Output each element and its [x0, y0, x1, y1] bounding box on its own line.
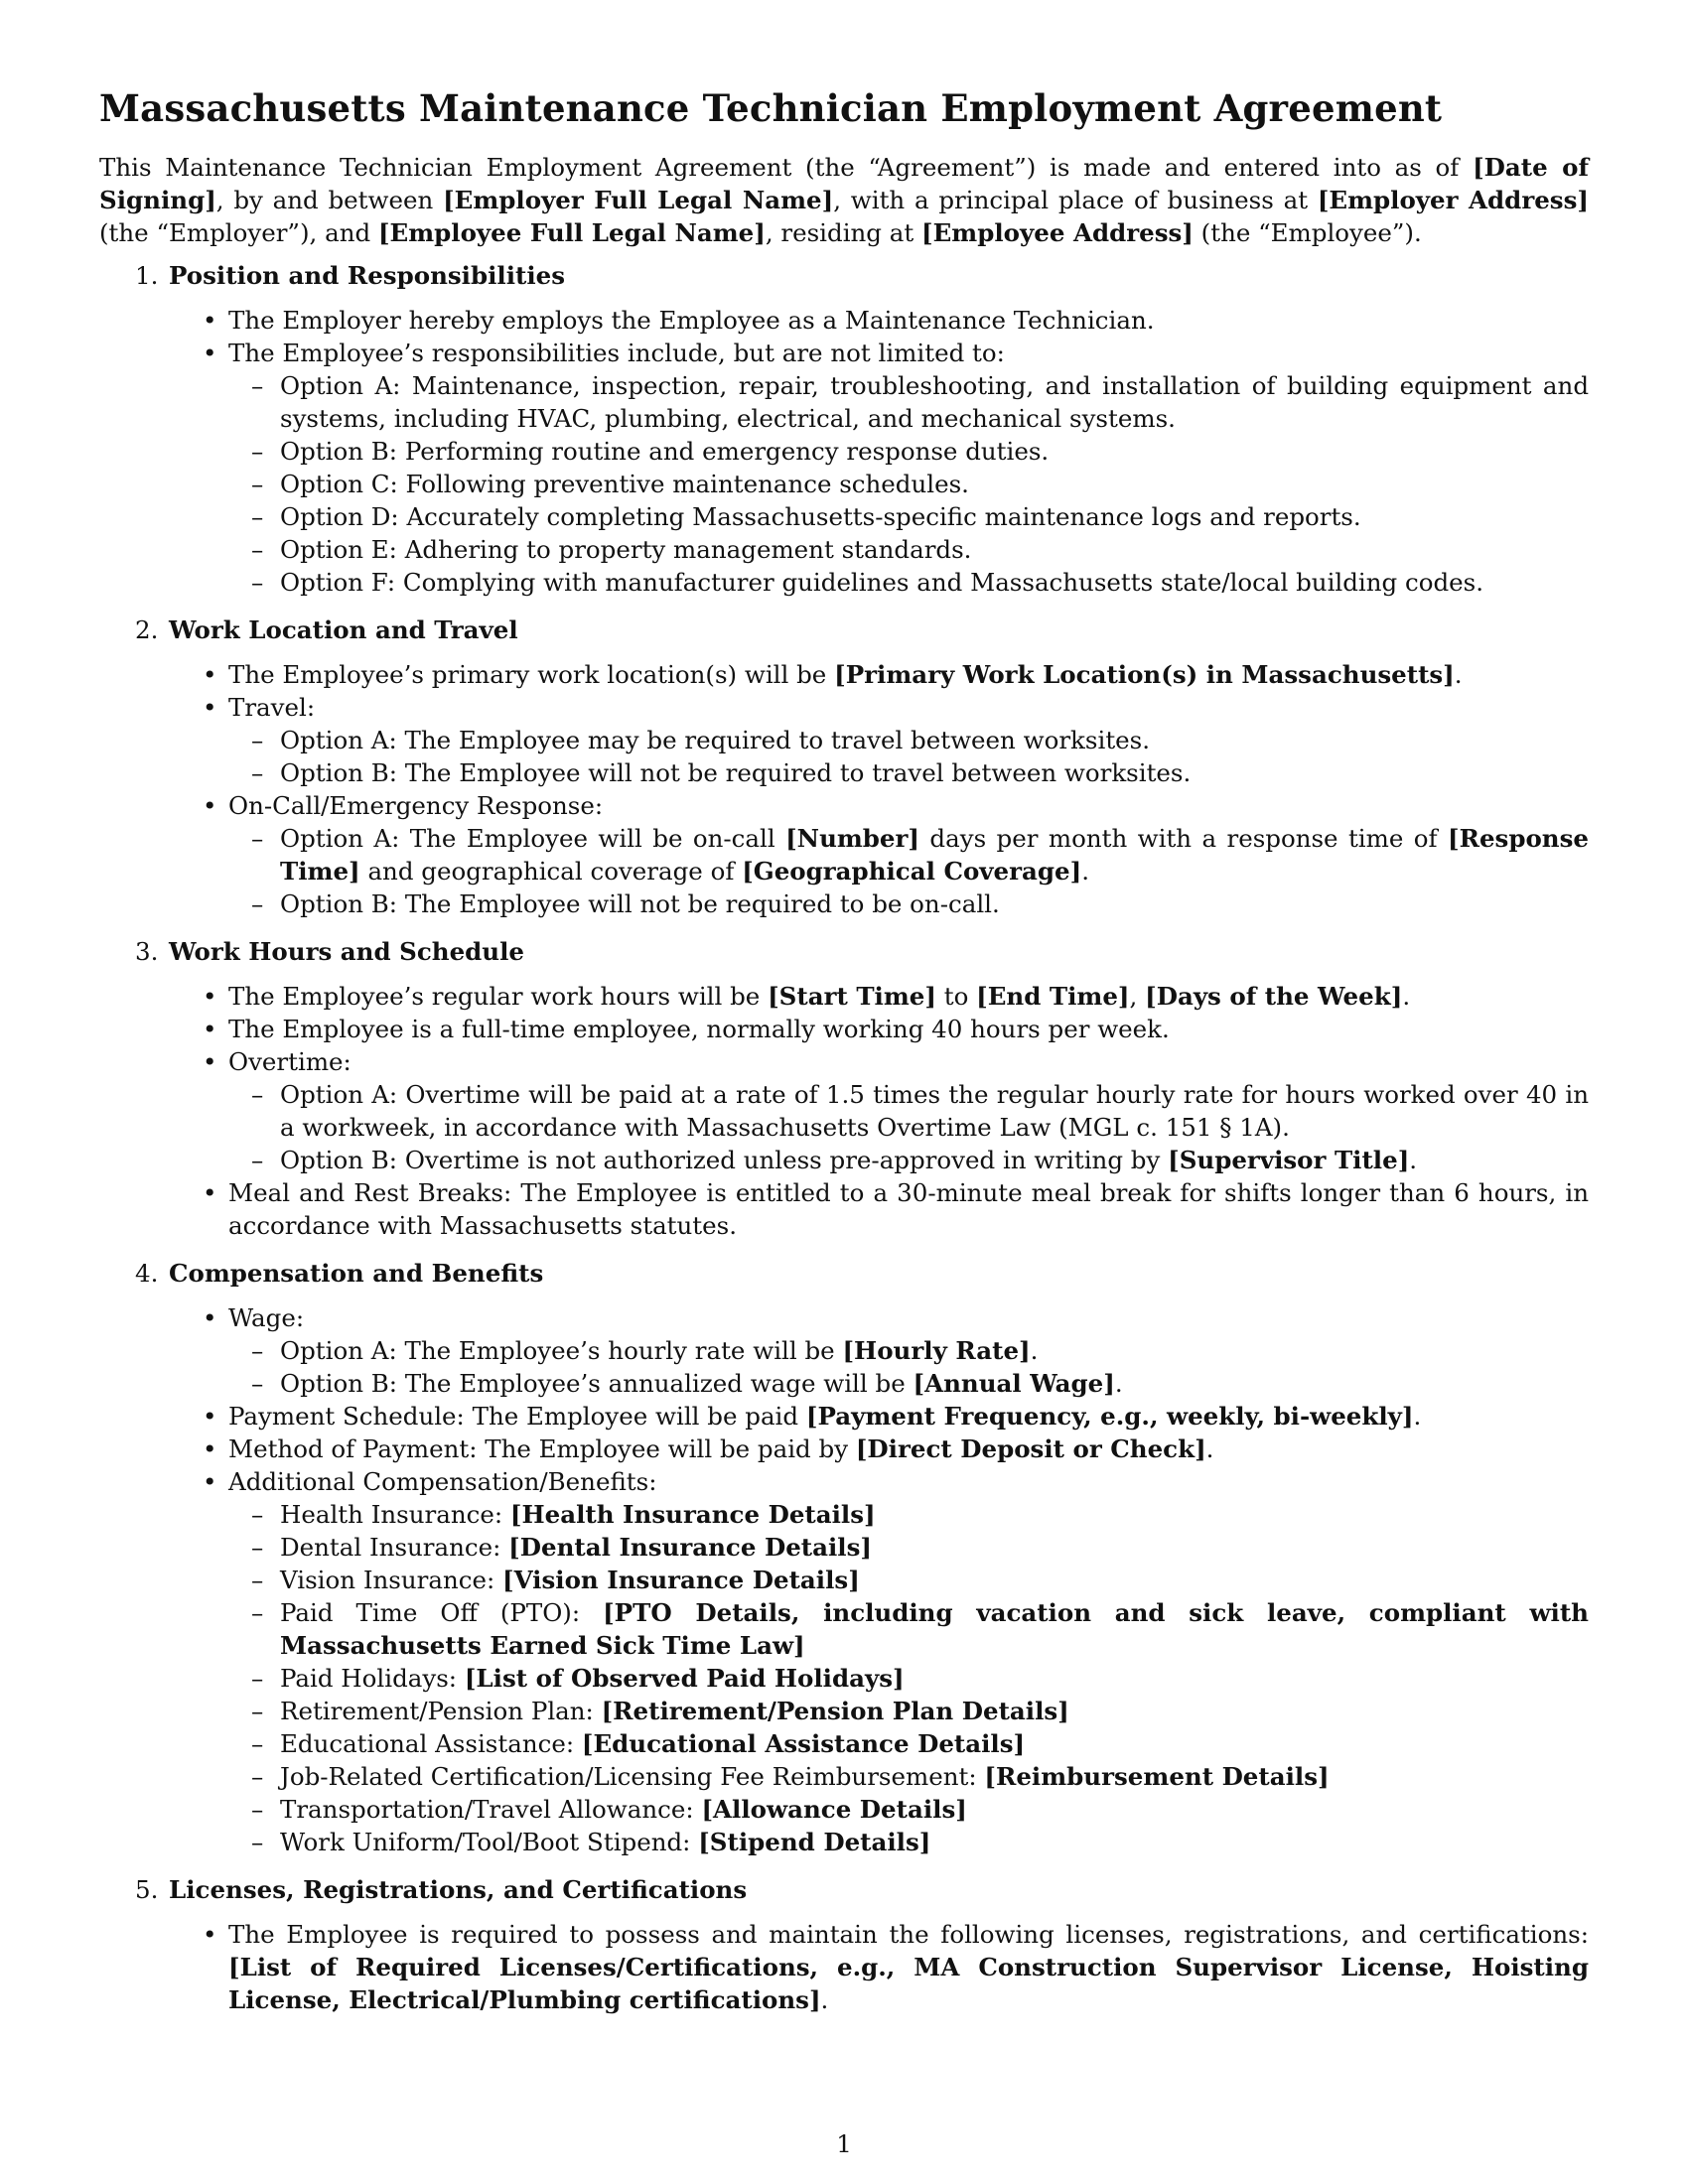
option-item: – Option B: Performing routine and emergency response duties. [280, 435, 1589, 468]
list-item: • The Employee’s regular work hours will be [Start Time] to [End Time], [Days of the Week]. [228, 980, 1589, 1013]
option-item: – Option C: Following preventive maintenance schedules. [280, 468, 1589, 500]
option-item: – Option B: Overtime is not authorized unless pre-approved in writing by [Supervisor Title]. [280, 1144, 1589, 1176]
section-heading: 5. Licenses, Registrations, and Certifications [135, 1875, 748, 1904]
intro-paragraph: This Maintenance Technician Employment Agreement (the “Agreement”) is made and entered into as of [Date of Signing], by and between [Employer Full Legal Name], with a principal place of business at [Employer Address] (the “Employer”), and [Employee Full Legal Name], residing at [Employee Address] (the “Employee”). [99, 153, 1589, 247]
benefit-item: – Paid Time Off (PTO): [PTO Details, including vacation and sick leave, compliant with Massachusetts Earned Sick Time Law] [280, 1596, 1589, 1662]
section-heading: 3. Work Hours and Schedule [135, 937, 525, 966]
benefit-item: – Dental Insurance: [Dental Insurance Details] [280, 1531, 1589, 1564]
option-item: – Option A: The Employee may be required to travel between worksites. [280, 724, 1589, 756]
list-item: • Payment Schedule: The Employee will be paid [Payment Frequency, e.g., weekly, bi-weekly]. [228, 1400, 1589, 1433]
list-item: • The Employer hereby employs the Employee as a Maintenance Technician. [228, 304, 1589, 337]
option-item: – Option B: The Employee will not be required to be on-call. [280, 887, 1589, 920]
list-item: • Wage: – Option A: The Employee’s hourly rate will be [Hourly Rate]. – Option B: The Employee’s annualized wage will be [Annual Wage]. [228, 1301, 1589, 1400]
benefit-item: – Educational Assistance: [Educational Assistance Details] [280, 1727, 1589, 1760]
document-title: Massachusetts Maintenance Technician Employment Agreement [99, 86, 1443, 130]
benefit-item: – Retirement/Pension Plan: [Retirement/Pension Plan Details] [280, 1695, 1589, 1727]
list-item: • The Employee’s responsibilities include, but are not limited to: – Option A: Maintenance, inspection, repair, troubleshooting, and installation of building equipment and systems, including HVAC, plumbing, electrical, and mechanical systems. – Option B: Performing routine and emergency response duties. – Option C: Following preventive maintenance schedules. – Option D: Accurately completing Massachusetts-specific maintenance logs and reports. – Option E: Adhering to property management standards. – Option F: Complying with manufacturer guidelines and Massachusetts state/local building codes. [228, 337, 1589, 599]
section-heading: 1. Position and Responsibilities [135, 261, 566, 290]
option-item: – Option E: Adhering to property management standards. [280, 533, 1589, 566]
option-item: – Option A: Overtime will be paid at a rate of 1.5 times the regular hourly rate for hours worked over 40 in a workweek, in accordance with Massachusetts Overtime Law (MGL c. 151 § 1A). [280, 1078, 1589, 1144]
option-item: – Option A: The Employee will be on-call [Number] days per month with a response time of [Response Time] and geographical coverage of [Geographical Coverage]. [280, 822, 1589, 887]
benefit-item: – Health Insurance: [Health Insurance Details] [280, 1498, 1589, 1531]
section-compensation [99, 1257, 1589, 1858]
benefit-item: – Paid Holidays: [List of Observed Paid Holidays] [280, 1662, 1589, 1695]
section-heading: 4. Compensation and Benefits [135, 1259, 544, 1288]
section-position [99, 259, 1589, 599]
option-item: – Option B: The Employee will not be required to travel between worksites. [280, 756, 1589, 789]
benefit-item: – Vision Insurance: [Vision Insurance Details] [280, 1564, 1589, 1596]
benefit-item: – Transportation/Travel Allowance: [Allowance Details] [280, 1793, 1589, 1826]
list-item: • The Employee is required to possess and maintain the following licenses, registrations, and certifications: [List of Required Licenses/Certifications, e.g., MA Construction Supervisor License, Hoisting License, Electrical/Plumbing certifications]. [228, 1918, 1589, 2016]
option-item: – Option F: Complying with manufacturer guidelines and Massachusetts state/local building codes. [280, 566, 1589, 599]
option-item: – Option A: Maintenance, inspection, repair, troubleshooting, and installation of building equipment and systems, including HVAC, plumbing, electrical, and mechanical systems. [280, 369, 1589, 435]
sections-list [99, 259, 1589, 2016]
option-item: – Option A: The Employee’s hourly rate will be [Hourly Rate]. [280, 1334, 1589, 1367]
page-number: 1 [836, 2129, 852, 2158]
option-item: – Option B: The Employee’s annualized wage will be [Annual Wage]. [280, 1367, 1589, 1400]
section-work-hours [99, 935, 1589, 1242]
list-item: • Additional Compensation/Benefits: – Health Insurance: [Health Insurance Details] – Dental Insurance: [Dental Insurance Details] – Vision Insurance: [Vision Insurance Details] – Paid Time Off (PTO): [PTO Details, including vacation and sick leave, compliant with Massachusetts Earned Sick Time Law] – Paid Holidays: [List of Observed Paid Holidays] – Retirement/Pension Plan: [Retirement/Pension Plan Details] – Educational Assistance: [Educational Assistance Details] – Job-Related Certification/Licensing Fee Reimbursement: [Reimbursement Details] – Transportation/Travel Allowance: [Allowance Details] – Work Uniform/Tool/Boot Stipend: [Stipend Details] [228, 1465, 1589, 1858]
section-licenses [99, 1873, 1589, 2016]
benefit-item: – Job-Related Certification/Licensing Fee Reimbursement: [Reimbursement Details] [280, 1760, 1589, 1793]
list-item: • Meal and Rest Breaks: The Employee is entitled to a 30-minute meal break for shifts longer than 6 hours, in accordance with Massachusetts statutes. [228, 1176, 1589, 1242]
list-item: • The Employee is a full-time employee, normally working 40 hours per week. [228, 1013, 1589, 1045]
list-item: • Travel: – Option A: The Employee may be required to travel between worksites. – Option B: The Employee will not be required to travel between worksites. [228, 691, 1589, 789]
list-item: • Overtime: – Option A: Overtime will be paid at a rate of 1.5 times the regular hourly rate for hours worked over 40 in a workweek, in accordance with Massachusetts Overtime Law (MGL c. 151 § 1A). – Option B: Overtime is not authorized unless pre-approved in writing by [Supervisor Title]. [228, 1045, 1589, 1176]
option-item: – Option D: Accurately completing Massachusetts-specific maintenance logs and reports. [280, 500, 1589, 533]
section-heading: 2. Work Location and Travel [135, 615, 518, 644]
document-page [99, 85, 1589, 2031]
list-item: • On-Call/Emergency Response: – Option A: The Employee will be on-call [Number] days per month with a response time of [Response Time] and geographical coverage of [Geographical Coverage]. – Option B: The Employee will not be required to be on-call. [228, 789, 1589, 920]
list-item: • The Employee’s primary work location(s) will be [Primary Work Location(s) in Massachusetts]. [228, 658, 1589, 691]
section-work-location [99, 614, 1589, 920]
list-item: • Method of Payment: The Employee will be paid by [Direct Deposit or Check]. [228, 1433, 1589, 1465]
benefit-item: – Work Uniform/Tool/Boot Stipend: [Stipend Details] [280, 1826, 1589, 1858]
